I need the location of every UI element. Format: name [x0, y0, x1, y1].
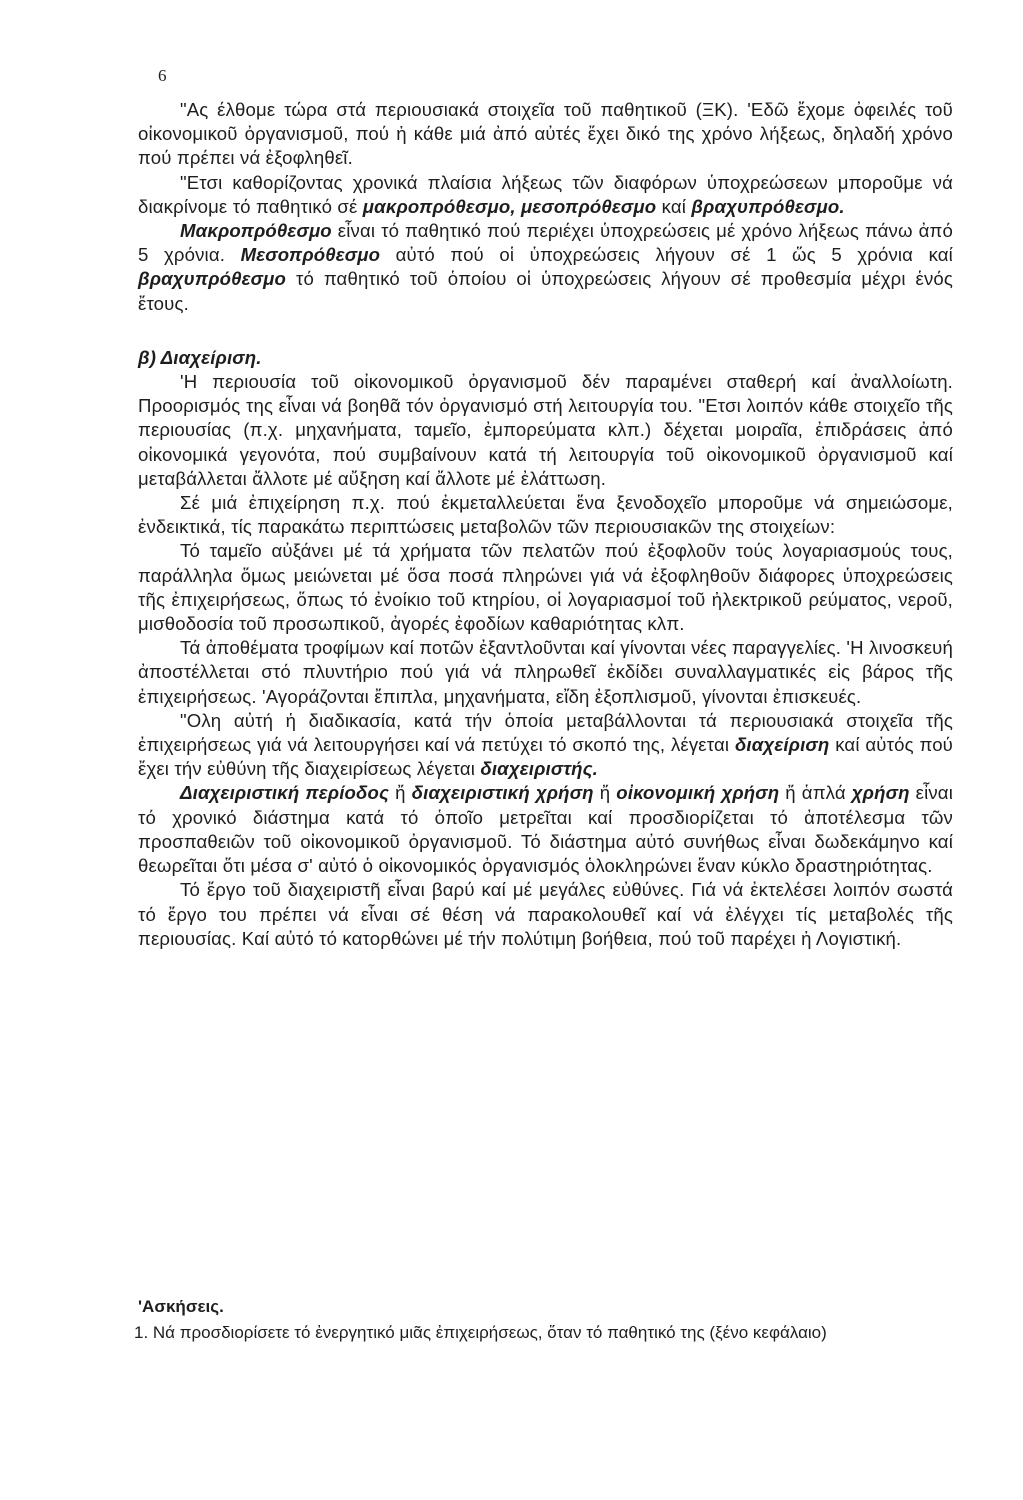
exercises-title: 'Ασκήσεις.	[138, 1297, 224, 1316]
term-fiscal-year: οἰκονομική χρήση	[616, 782, 780, 804]
paragraph-liabilities-intro: "Ας έλθομε τώρα στά περιουσιακά στοιχεῖα τοῦ παθητικοῦ (ΞΚ). 'Εδῶ ἔχομε ὀφειλές τοῦ οἰκονομικοῦ ὀργανισμοῦ, πού ἡ κάθε μιά ἀπό αὐτές ἔχει δικό της χρόνο λήξεως, δηλαδή χρόνο πού πρέπει νά ἐξοφληθεῖ.	[138, 99, 953, 169]
paragraph-liabilities-classification: "Ετσι καθορίζοντας χρονικά πλαίσια λήξεως τῶν διαφόρων ὑποχρεώσεων μποροῦμε νά διακρίνομε τό παθητικό σέ μακροπρόθεσμο, μεσοπρόθεσμο καί βραχυπρόθεσμο.	[138, 171, 953, 217]
term-management-use: διαχειριστική χρήση	[411, 782, 594, 804]
paragraph-management-definition: "Ολη αὐτή ἡ διαδικασία, κατά τήν ὁποία μεταβάλλονται τά περιουσιακά στοιχεῖα τῆς ἐπιχειρήσεως γιά νά λειτουργήσει καί νά πετύχει τό σκοπό της, λέγεται διαχείριση καί αὐτός πού ἔχει τήν εὐθύνη τῆς διαχειρίσεως λέγεται διαχειριστής.	[138, 709, 954, 780]
paragraph-stock: Τά ἀποθέματα τροφίμων καί ποτῶν ἐξαντλοῦνται καί γίνονται νέες παραγγελίες. 'Η λινοσκευή ἀποστέλλεται στό πλυντήριο πού γιά νά πληρωθεῖ ἐκδίδει συναλλαγματικές εἰς βάρος τῆς ἐπιχειρήσεως. 'Αγοράζονται ἔπιπλα, μηχανήματα, εἴδη ἐξοπλισμοῦ, γίνονται ἐπισκευές.	[138, 637, 953, 707]
term-long-term: μακροπρόθεσμο,	[362, 195, 516, 217]
term-short-term-def: βραχυπρόθεσμο	[138, 268, 287, 290]
term-medium-term: μεσοπρόθεσμο	[520, 195, 657, 217]
body-text	[138, 98, 953, 951]
paragraph-liabilities-definitions: Μακροπρόθεσμο εἶναι τό παθητικό πού περιέχει ὑποχρεώσεις μέ χρόνο λήξεως πάνω ἀπό 5 χρόνια. Μεσοπρόθεσμο αὐτό πού οἱ ὑποχρεώσεις λήγουν σέ 1 ὥς 5 χρόνια καί βραχυπρόθεσμο τό παθητικό τοῦ ὁποίου οἱ ὑποχρεώσεις λήγουν σέ προθεσμία μέχρι ἑνός ἔτους.	[138, 220, 953, 314]
paragraph-hotel-example: Σέ μιά ἐπιχείρηση π.χ. πού ἐκμεταλλεύεται ἕνα ξενοδοχεῖο μποροῦμε νά σημειώσομε, ἐνδεικτικά, τίς παρακάτω περιπτώσεις μεταβολῶν τῶν περιουσιακῶν της στοιχείων:	[138, 492, 953, 538]
paragraph-fiscal-period: Διαχειριστική περίοδος ἤ διαχειριστική χρήση ἤ οἰκονομική χρήση ἤ ἁπλά χρήση εἶναι τό χρονικό διάστημα κατά τό ὁποῖο μετρεῖται καί προσδιορίζεται τό ἀποτέλεσμα τῶν προσπαθειῶν τοῦ οἰκονομικοῦ ὀργανισμοῦ. Τό διάστημα αὐτό συνήθως εἶναι δωδεκάμηνο καί θεωρεῖται ὅτι μέσα σ' αὐτό ὁ οἰκονομικός ὀργανισμός ὁλοκληρώνει ἕναν κύκλο δραστηριότητας.	[138, 782, 953, 877]
page-number: 6	[158, 66, 167, 85]
paragraph-cash: Τό ταμεῖο αὐξάνει μέ τά χρήματα τῶν πελατῶν πού ἐξοφλοῦν τούς λογαριασμούς τους, παράλληλα ὅμως μειώνεται μέ ὅσα ποσά πληρώνει γιά νά ἐξοφληθοῦν διάφορες ὑποχρεώσεις τῆς ἐπιχειρήσεως, ὅπως τό ἐνοίκιο τοῦ κτηρίου, οἱ λογαριασμοί τοῦ ἠλεκτρικοῦ ρεύματος, νεροῦ, μισθοδοσία τοῦ προσωπικοῦ, ἀγορές ἐφοδίων καθαριότητας κλπ.	[138, 540, 953, 635]
term-use: χρήση	[851, 782, 910, 804]
term-short-term: βραχυπρόθεσμο.	[691, 195, 845, 217]
term-manager: διαχειριστής.	[480, 758, 598, 780]
exercise-item: 1. Νά προσδιορίσετε τό ἐνεργητικό μιᾶς ἐπιχειρήσεως, ὅταν τό παθητικό της (ξένο κεφάλαιο)	[134, 1323, 827, 1342]
term-long-term-def: Μακροπρόθεσμο	[180, 220, 332, 242]
term-management-period: Διαχειριστική περίοδος	[180, 782, 390, 804]
term-medium-term-def: Μεσοπρόθεσμο	[240, 244, 381, 266]
paragraph-management-intro: 'Η περιουσία τοῦ οἰκονομικοῦ ὀργανισμοῦ δέν παραμένει σταθερή καί ἀναλλοίωτη. Προορισμός της εἶναι νά βοηθᾶ τόν ὀργανισμό στή λειτουργία του. "Ετσι λοιπόν κάθε στοιχεῖο τῆς περιουσίας (π.χ. μηχανήματα, ταμεῖο, ἐμπορεύματα κλπ.) δέχεται μοιραῖα, ἐπιδράσεις ἀπό οἰκονομικά γεγονότα, πού συμβαίνουν κατά τή λειτουργία τοῦ οἰκονομικοῦ ὀργανισμοῦ καί μεταβάλλεται ἄλλοτε μέ αὔξηση καί ἄλλοτε μέ ἐλάττωση.	[138, 371, 953, 489]
term-management: διαχείριση	[734, 734, 830, 756]
section-heading: β) Διαχείριση.	[138, 346, 262, 368]
paragraph-manager-role: Τό ἔργο τοῦ διαχειριστῆ εἶναι βαρύ καί μέ μεγάλες εὐθύνες. Γιά νά ἐκτελέσει λοιπόν σωστά τό ἔργο του πρέπει νά εἶναι σέ θέση νά παρακολουθεῖ καί νά ἐλέγχει τίς μεταβολές τῆς περιουσίας. Καί αὐτό τό κατορθώνει μέ τήν πολύτιμη βοήθεια, πού τοῦ παρέχει ἡ Λογιστική.	[138, 879, 953, 949]
